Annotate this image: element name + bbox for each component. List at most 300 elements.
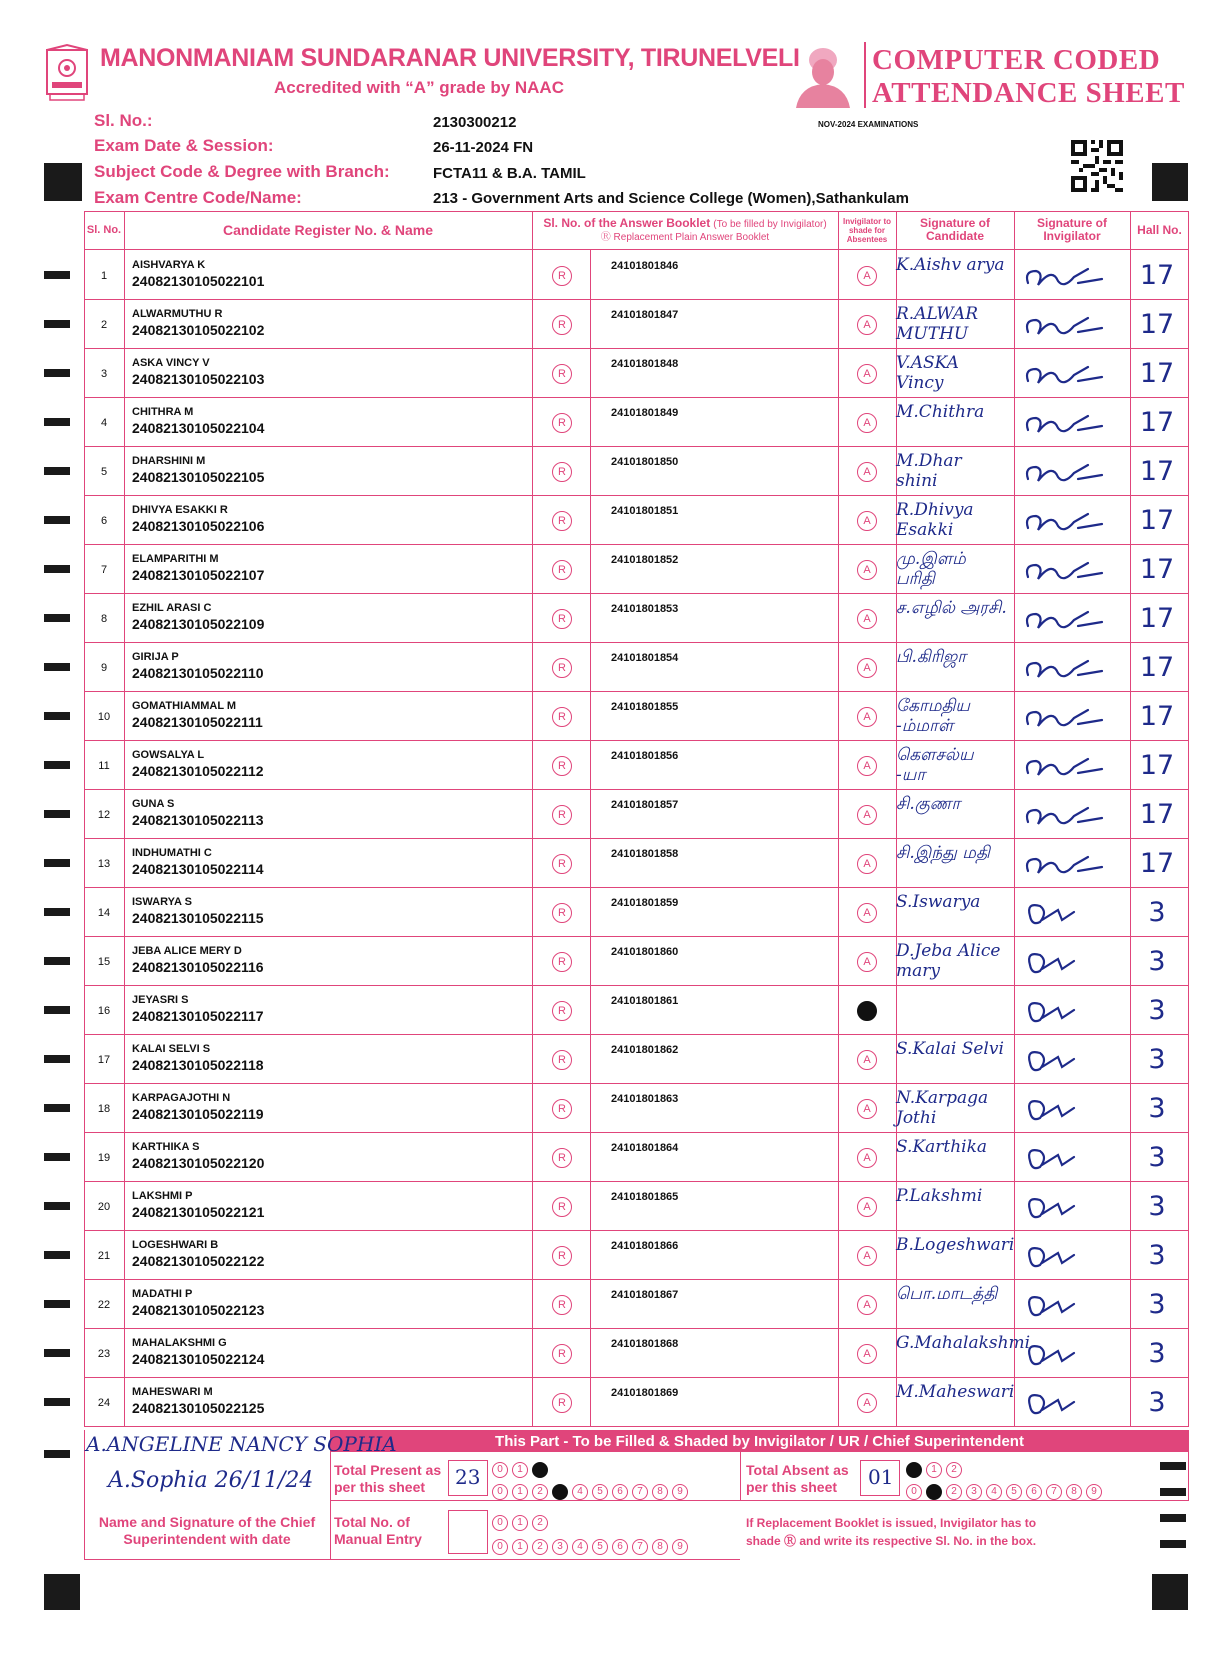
replacement-bubble[interactable]: R — [552, 1001, 572, 1021]
booklet-number: 24101801869 — [611, 1387, 679, 1399]
candidate-name: DHIVYA ESAKKI R — [132, 504, 228, 516]
absent-bubble[interactable]: A — [857, 413, 877, 433]
col-header-sig-candidate-text: Signature of Candidate — [919, 216, 990, 243]
absent-bubble[interactable]: A — [857, 805, 877, 825]
timing-mark — [44, 712, 70, 720]
table-row — [84, 398, 1189, 447]
timing-mark — [1160, 1462, 1186, 1470]
register-number: 24082130105022124 — [132, 1351, 265, 1367]
timing-mark — [44, 1349, 70, 1357]
hall-number: 3 — [1148, 1338, 1166, 1369]
candidate-name: GUNA S — [132, 798, 175, 810]
booklet-number: 24101801859 — [611, 897, 679, 909]
digit-bubble[interactable]: 1 — [512, 1539, 528, 1555]
timing-mark — [44, 761, 70, 769]
candidate-name: GOWSALYA L — [132, 749, 205, 761]
candidate-signature — [896, 990, 1008, 1032]
candidate-signature: R.ALWAR MUTHU — [896, 304, 978, 344]
candidate-signature: S.Iswarya — [896, 892, 981, 912]
registration-mark — [44, 163, 82, 201]
digit-bubble[interactable]: 4 — [572, 1484, 588, 1500]
footer-divider-2 — [740, 1452, 741, 1500]
invigilator-signature-icon — [1018, 455, 1108, 491]
timing-mark — [44, 908, 70, 916]
timing-mark — [44, 1055, 70, 1063]
candidate-signature: G.Mahalakshmi — [896, 1333, 1031, 1353]
replacement-bubble[interactable]: R — [552, 903, 572, 923]
absent-bubble[interactable]: A — [857, 511, 877, 531]
register-number: 24082130105022101 — [132, 273, 265, 289]
absent-bubble[interactable]: A — [857, 903, 877, 923]
registration-mark — [1152, 1574, 1188, 1610]
candidate-name: KALAI SELVI S — [132, 1043, 211, 1055]
digit-bubble[interactable]: 0 — [492, 1539, 508, 1555]
digit-bubble[interactable]: 3 — [552, 1539, 568, 1555]
timing-mark — [44, 957, 70, 965]
row-sl: 13 — [97, 857, 111, 870]
register-number: 24082130105022102 — [132, 322, 265, 338]
invigilator-signature-icon — [1018, 1288, 1108, 1324]
digit-bubble[interactable]: 9 — [672, 1484, 688, 1500]
col-header-sig-candidate — [896, 211, 1014, 249]
col-header-booklet-text: Sl. No. of the Answer Booklet — [543, 215, 711, 230]
timing-mark — [44, 1398, 70, 1406]
digit-bubble[interactable]: 2 — [532, 1539, 548, 1555]
table-row — [84, 1182, 1189, 1231]
invigilator-signature-icon — [1018, 308, 1108, 344]
hall-number: 17 — [1139, 407, 1175, 438]
exam-date-value: 26-11-2024 FN — [433, 139, 534, 156]
booklet-number: 24101801855 — [611, 701, 679, 713]
manual-tens-bubbles[interactable] — [492, 1512, 552, 1530]
present-label: Total Present as per this sheet — [334, 1462, 442, 1495]
invigilator-signature-icon — [1018, 259, 1108, 295]
header-divider — [864, 42, 866, 108]
col-header-invigilator-shade-text: Invigilator to shade for Absentees — [843, 216, 891, 244]
candidate-signature: P.Lakshmi — [896, 1186, 983, 1206]
candidate-signature: பி.கிரிஜா — [896, 647, 967, 667]
digit-bubble[interactable]: 1 — [512, 1462, 528, 1478]
digit-bubble[interactable]: 6 — [1026, 1484, 1042, 1500]
candidate-name: LAKSHMI P — [132, 1190, 193, 1202]
table-row — [84, 1133, 1189, 1182]
invigilator-signature-icon — [1018, 1239, 1108, 1275]
digit-bubble[interactable]: 0 — [492, 1484, 508, 1500]
hall-number: 17 — [1139, 750, 1175, 781]
replacement-bubble[interactable]: R — [552, 952, 572, 972]
timing-mark — [44, 1153, 70, 1161]
row-sl: 16 — [97, 1004, 111, 1017]
hall-number: 3 — [1148, 1044, 1166, 1075]
absent-bubble[interactable] — [857, 1001, 877, 1021]
col-header-candidate — [124, 211, 532, 249]
digit-bubble[interactable]: 6 — [612, 1539, 628, 1555]
digit-bubble[interactable]: 0 — [906, 1484, 922, 1500]
invigilator-signature-icon — [1018, 1386, 1108, 1422]
candidate-signature: சி.இந்து மதி — [896, 843, 990, 863]
booklet-number: 24101801866 — [611, 1240, 679, 1252]
digit-bubble[interactable] — [926, 1484, 942, 1500]
register-number: 24082130105022119 — [132, 1106, 264, 1122]
invigilator-signature-icon — [1018, 406, 1108, 442]
absent-bubble[interactable]: A — [857, 1344, 877, 1364]
absent-bubble[interactable]: A — [857, 1050, 877, 1070]
table-row — [84, 496, 1189, 545]
digit-bubble[interactable]: 2 — [946, 1484, 962, 1500]
replacement-bubble[interactable]: R — [552, 413, 572, 433]
hall-number: 17 — [1139, 358, 1175, 389]
register-number: 24082130105022109 — [132, 616, 265, 632]
col-header-sig-invigilator-text: Signature of Invigilator — [1036, 216, 1107, 243]
candidate-signature: S.Karthika — [896, 1137, 988, 1157]
invigilator-signature-icon — [1018, 700, 1108, 736]
absent-bubble[interactable]: A — [857, 1246, 877, 1266]
row-sl: 20 — [97, 1200, 111, 1213]
candidate-signature: R.Dhivya Esakki — [896, 500, 974, 540]
hall-number: 17 — [1139, 848, 1175, 879]
replacement-bubble[interactable]: R — [552, 1099, 572, 1119]
table-row — [84, 545, 1189, 594]
digit-bubble[interactable]: 4 — [572, 1539, 588, 1555]
absent-bubble[interactable]: A — [857, 707, 877, 727]
register-number: 24082130105022123 — [132, 1302, 265, 1318]
booklet-number: 24101801858 — [611, 848, 679, 860]
table-row — [84, 741, 1189, 790]
register-number: 24082130105022116 — [132, 959, 264, 975]
invigilator-signature-icon — [1018, 945, 1108, 981]
present-value: 23 — [455, 1465, 481, 1489]
absent-bubble[interactable]: A — [857, 609, 877, 629]
replacement-bubble[interactable]: R — [552, 364, 572, 384]
candidate-name: EZHIL ARASI C — [132, 602, 212, 614]
row-sl: 14 — [97, 906, 111, 919]
absent-bubble[interactable]: A — [857, 854, 877, 874]
replacement-bubble[interactable]: R — [552, 1050, 572, 1070]
absent-bubble[interactable]: A — [857, 952, 877, 972]
digit-bubble[interactable]: 8 — [1066, 1484, 1082, 1500]
invigilator-signature-icon — [1018, 553, 1108, 589]
candidate-signature: B.Logeshwari — [896, 1235, 1015, 1255]
digit-bubble[interactable]: 7 — [632, 1539, 648, 1555]
subject-value: FCTA11 & B.A. TAMIL — [433, 165, 586, 182]
timing-mark — [1160, 1514, 1186, 1522]
row-sl: 8 — [100, 612, 108, 625]
footer-border-bottom — [84, 1559, 740, 1560]
digit-bubble[interactable]: 0 — [492, 1462, 508, 1478]
manual-units-bubbles[interactable] — [492, 1536, 692, 1554]
candidate-signature: மு.இளம் பரிதி — [896, 549, 966, 589]
register-number: 24082130105022104 — [132, 420, 265, 436]
digit-bubble[interactable] — [906, 1462, 922, 1478]
replacement-bubble[interactable]: R — [552, 1246, 572, 1266]
university-crest-icon — [44, 44, 90, 102]
digit-bubble[interactable]: 1 — [926, 1462, 942, 1478]
absent-bubble[interactable]: A — [857, 756, 877, 776]
qr-code-icon — [1071, 140, 1123, 192]
digit-bubble[interactable]: 8 — [652, 1484, 668, 1500]
candidate-name: CHITHRA M — [132, 406, 194, 418]
replacement-bubble[interactable]: R — [552, 266, 572, 286]
timing-mark — [44, 418, 70, 426]
timing-mark — [1160, 1540, 1186, 1548]
table-row — [84, 300, 1189, 349]
candidate-name: AISHVARYA K — [132, 259, 206, 271]
hall-number: 3 — [1148, 946, 1166, 977]
registration-mark — [1152, 163, 1188, 201]
invigilator-signature-icon — [1018, 798, 1108, 834]
timing-mark — [44, 1104, 70, 1112]
replacement-bubble[interactable]: R — [552, 1295, 572, 1315]
replacement-bubble[interactable]: R — [552, 1148, 572, 1168]
absent-bubble[interactable]: A — [857, 658, 877, 678]
replacement-note: If Replacement Booklet is issued, Invigilator has to shade Ⓡ and write its respective Sl. No. in the box. — [746, 1516, 1037, 1548]
invigilator-signature-icon — [1018, 994, 1108, 1030]
row-sl: 7 — [100, 563, 108, 576]
timing-mark — [44, 271, 70, 279]
candidate-signature: ச.எழில் அரசி. — [896, 598, 1007, 618]
sheet-title-line-1: COMPUTER CODED — [872, 44, 1161, 76]
timing-mark — [44, 1251, 70, 1259]
digit-bubble[interactable] — [532, 1462, 548, 1478]
digit-bubble[interactable]: 6 — [612, 1484, 628, 1500]
invigilator-signature-icon — [1018, 749, 1108, 785]
row-sl: 4 — [100, 416, 108, 429]
replacement-bubble[interactable]: R — [552, 560, 572, 580]
replacement-bubble[interactable]: R — [552, 707, 572, 727]
timing-mark — [44, 467, 70, 475]
footer-section — [84, 1430, 1189, 1560]
absent-tens-bubbles[interactable] — [906, 1459, 966, 1477]
table-row — [84, 937, 1189, 986]
register-number: 24082130105022112 — [132, 763, 264, 779]
timing-mark — [44, 1202, 70, 1210]
candidate-signature: கௌசல்ய -யா — [896, 745, 974, 785]
timing-mark — [44, 1300, 70, 1308]
invigilator-signature-icon — [1018, 1141, 1108, 1177]
digit-bubble[interactable]: 1 — [512, 1484, 528, 1500]
timing-mark — [44, 516, 70, 524]
digit-bubble[interactable]: 5 — [592, 1539, 608, 1555]
booklet-number: 24101801861 — [611, 995, 679, 1007]
candidate-signature: சி.குணா — [896, 794, 961, 814]
digit-bubble[interactable]: 2 — [532, 1515, 548, 1531]
hall-number: 17 — [1139, 505, 1175, 536]
table-row — [84, 643, 1189, 692]
col-header-sig-invigilator — [1014, 211, 1130, 249]
row-sl: 24 — [97, 1396, 111, 1409]
row-sl: 9 — [100, 661, 108, 674]
candidate-name: ALWARMUTHU R — [132, 308, 223, 320]
register-number: 24082130105022125 — [132, 1400, 265, 1416]
candidate-signature: M.Chithra — [896, 402, 985, 422]
invigilator-signature-icon — [1018, 651, 1108, 687]
hall-number: 3 — [1148, 1191, 1166, 1222]
row-sl: 19 — [97, 1151, 111, 1164]
timing-mark — [44, 369, 70, 377]
register-number: 24082130105022117 — [132, 1008, 264, 1024]
subject-label: Subject Code & Degree with Branch: — [94, 162, 390, 181]
replacement-bubble[interactable]: R — [552, 854, 572, 874]
replacement-bubble[interactable]: R — [552, 1197, 572, 1217]
digit-bubble[interactable]: 8 — [652, 1539, 668, 1555]
hall-number: 3 — [1148, 1142, 1166, 1173]
table-header-border — [84, 249, 1189, 250]
candidate-signature: M.Maheswari — [896, 1382, 1015, 1402]
invigilator-signature-icon — [1018, 357, 1108, 393]
digit-bubble[interactable] — [552, 1484, 568, 1500]
hall-number: 3 — [1148, 1240, 1166, 1271]
booklet-number: 24101801864 — [611, 1142, 679, 1154]
timing-mark — [44, 614, 70, 622]
hall-number: 17 — [1139, 603, 1175, 634]
replacement-bubble[interactable]: R — [552, 609, 572, 629]
examinations-label: NOV-2024 EXAMINATIONS — [818, 120, 919, 129]
chief-signature-handwritten: A.Sophia 26/11/24 — [108, 1468, 314, 1493]
booklet-number: 24101801848 — [611, 358, 679, 370]
candidate-name: MADATHI P — [132, 1288, 193, 1300]
col-header-booklet-note: (To be filled by Invigilator) — [713, 218, 827, 230]
exam-date-label: Exam Date & Session: — [94, 136, 274, 155]
register-number: 24082130105022122 — [132, 1253, 265, 1269]
absent-box[interactable] — [860, 1460, 900, 1496]
replacement-bubble[interactable]: R — [552, 511, 572, 531]
absent-label: Total Absent as per this sheet — [746, 1462, 849, 1495]
replacement-bubble[interactable]: R — [552, 1393, 572, 1413]
candidate-name: KARTHIKA S — [132, 1141, 200, 1153]
digit-bubble[interactable]: 9 — [672, 1539, 688, 1555]
absent-bubble[interactable]: A — [857, 462, 877, 482]
booklet-number: 24101801857 — [611, 799, 679, 811]
digit-bubble[interactable]: 2 — [532, 1484, 548, 1500]
digit-bubble[interactable]: 3 — [966, 1484, 982, 1500]
candidate-name: GOMATHIAMMAL M — [132, 700, 237, 712]
hall-number: 3 — [1148, 1093, 1166, 1124]
table-row — [84, 594, 1189, 643]
candidate-name: INDHUMATHI C — [132, 847, 212, 859]
manual-entry-box[interactable] — [448, 1510, 488, 1554]
booklet-number: 24101801846 — [611, 260, 679, 272]
replacement-bubble[interactable]: R — [552, 658, 572, 678]
digit-bubble[interactable]: 7 — [1046, 1484, 1062, 1500]
booklet-number: 24101801847 — [611, 309, 679, 321]
present-box[interactable] — [448, 1460, 488, 1496]
replacement-bubble[interactable]: R — [552, 805, 572, 825]
candidate-signature: V.ASKA Vincy — [896, 353, 959, 393]
timing-mark — [44, 810, 70, 818]
candidate-name: MAHESWARI M — [132, 1386, 213, 1398]
present-units-bubbles[interactable] — [492, 1481, 692, 1499]
absent-bubble[interactable]: A — [857, 560, 877, 580]
absent-value: 01 — [868, 1465, 894, 1489]
university-name: MANONMANIAM SUNDARANAR UNIVERSITY, TIRUNELVELI — [100, 44, 800, 72]
row-sl: 6 — [100, 514, 108, 527]
candidate-signature: K.Aishv arya — [896, 255, 1005, 275]
register-number: 24082130105022110 — [132, 665, 264, 681]
booklet-number: 24101801852 — [611, 554, 679, 566]
col-header-sl — [84, 211, 124, 249]
table-row — [84, 1329, 1189, 1378]
row-sl: 22 — [97, 1298, 111, 1311]
digit-bubble[interactable]: 1 — [512, 1515, 528, 1531]
register-number: 24082130105022118 — [132, 1057, 264, 1073]
timing-mark — [44, 1006, 70, 1014]
footer-divider-1 — [330, 1452, 331, 1560]
row-sl: 18 — [97, 1102, 111, 1115]
digit-bubble[interactable]: 5 — [1006, 1484, 1022, 1500]
present-tens-bubbles[interactable] — [492, 1459, 552, 1477]
register-number: 24082130105022105 — [132, 469, 265, 485]
hall-number: 3 — [1148, 1289, 1166, 1320]
table-row — [84, 839, 1189, 888]
candidate-name: KARPAGAJOTHI N — [132, 1092, 231, 1104]
replacement-bubble[interactable]: R — [552, 315, 572, 335]
absent-bubble[interactable]: A — [857, 1295, 877, 1315]
table-row — [84, 790, 1189, 839]
replacement-bubble[interactable]: R — [552, 756, 572, 776]
digit-bubble[interactable]: 5 — [592, 1484, 608, 1500]
manual-entry-label: Total No. of Manual Entry — [334, 1514, 422, 1547]
booklet-number: 24101801849 — [611, 407, 679, 419]
booklet-number: 24101801851 — [611, 505, 679, 517]
booklet-number: 24101801865 — [611, 1191, 679, 1203]
table-row — [84, 1035, 1189, 1084]
candidate-name: ISWARYA S — [132, 896, 192, 908]
candidate-signature: S.Kalai Selvi — [896, 1039, 1004, 1059]
candidate-signature: M.Dhar shini — [896, 451, 962, 491]
register-number: 24082130105022106 — [132, 518, 265, 534]
col-header-sl-text: Sl. No. — [86, 223, 122, 236]
founder-portrait-icon — [788, 40, 858, 108]
replacement-bubble[interactable]: R — [552, 462, 572, 482]
absent-bubble[interactable]: A — [857, 266, 877, 286]
candidate-signature: N.Karpaga Jothi — [896, 1088, 989, 1128]
absent-units-bubbles[interactable] — [906, 1481, 1106, 1499]
col-header-candidate-text: Candidate Register No. & Name — [222, 221, 434, 238]
footer-row-divider — [330, 1500, 1189, 1501]
absent-bubble[interactable]: A — [857, 364, 877, 384]
col-header-replacement: Ⓡ Replacement Plain Answer Booklet — [600, 231, 770, 243]
booklet-number: 24101801854 — [611, 652, 679, 664]
absent-bubble[interactable]: A — [857, 315, 877, 335]
hall-number: 17 — [1139, 701, 1175, 732]
digit-bubble[interactable]: 2 — [946, 1462, 962, 1478]
booklet-number: 24101801862 — [611, 1044, 679, 1056]
row-sl: 23 — [97, 1347, 111, 1360]
absent-bubble[interactable]: A — [857, 1393, 877, 1413]
timing-mark — [44, 1450, 70, 1458]
chief-label: Name and Signature of the Chief Superintendent with date — [98, 1514, 316, 1547]
digit-bubble[interactable]: 9 — [1086, 1484, 1102, 1500]
row-sl: 2 — [100, 318, 108, 331]
absent-bubble[interactable]: A — [857, 1197, 877, 1217]
digit-bubble[interactable]: 7 — [632, 1484, 648, 1500]
absent-bubble[interactable]: A — [857, 1148, 877, 1168]
table-row — [84, 447, 1189, 496]
centre-label: Exam Centre Code/Name: — [94, 188, 302, 207]
centre-value: 213 - Government Arts and Science College (Women),Sathankulam — [433, 190, 909, 207]
timing-mark — [44, 663, 70, 671]
candidate-name: LOGESHWARI B — [132, 1239, 219, 1251]
digit-bubble[interactable]: 0 — [492, 1515, 508, 1531]
hall-number: 17 — [1139, 554, 1175, 585]
digit-bubble[interactable]: 4 — [986, 1484, 1002, 1500]
booklet-number: 24101801850 — [611, 456, 679, 468]
accreditation: Accredited with “A” grade by NAAC — [274, 78, 564, 97]
timing-mark — [44, 320, 70, 328]
absent-bubble[interactable]: A — [857, 1099, 877, 1119]
candidate-name: JEBA ALICE MERY D — [132, 945, 242, 957]
replacement-bubble[interactable]: R — [552, 1344, 572, 1364]
